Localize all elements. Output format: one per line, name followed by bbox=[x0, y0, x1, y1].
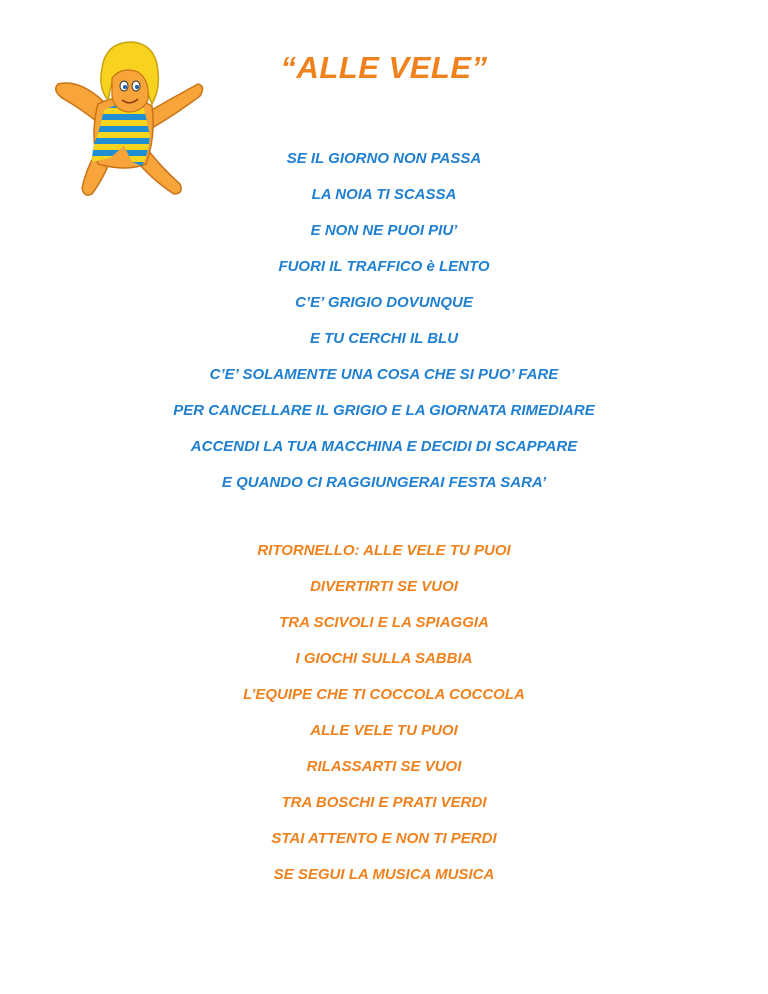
chorus-lyrics bbox=[0, 533, 768, 893]
chorus-line: TRA SCIVOLI E LA SPIAGGIA bbox=[279, 614, 489, 631]
chorus-line: L’EQUIPE CHE TI COCCOLA COCCOLA bbox=[243, 686, 525, 703]
verse-line: C’E’ SOLAMENTE UNA COSA CHE SI PUO’ FARE bbox=[209, 366, 559, 383]
verse-line: C’E’ GRIGIO DOVUNQUE bbox=[295, 294, 473, 311]
chorus-line: I GIOCHI SULLA SABBIA bbox=[295, 650, 473, 667]
chorus-line: ALLE VELE TU PUOI bbox=[310, 722, 458, 739]
verse-lyrics bbox=[0, 141, 768, 501]
verse-line: ACCENDI LA TUA MACCHINA E DECIDI DI SCAPPARE bbox=[190, 438, 578, 455]
chorus-line: STAI ATTENTO E NON TI PERDI bbox=[271, 830, 497, 847]
verse-line: LA NOIA TI SCASSA bbox=[311, 186, 457, 203]
verse-line: E NON NE PUOI PIU’ bbox=[310, 222, 458, 239]
chorus-line: RILASSARTI SE VUOI bbox=[306, 758, 462, 775]
verse-line: PER CANCELLARE IL GRIGIO E LA GIORNATA RIMEDIARE bbox=[173, 402, 595, 419]
verse-line: FUORI IL TRAFFICO è LENTO bbox=[278, 258, 490, 275]
chorus-line: TRA BOSCHI E PRATI VERDI bbox=[281, 794, 487, 811]
chorus-line: DIVERTIRTI SE VUOI bbox=[310, 578, 458, 595]
chorus-line: SE SEGUI LA MUSICA MUSICA bbox=[273, 866, 495, 883]
verse-line: E TU CERCHI IL BLU bbox=[309, 330, 459, 347]
verse-line: E QUANDO CI RAGGIUNGERAI FESTA SARA’ bbox=[221, 474, 547, 491]
verse-line: SE IL GIORNO NON PASSA bbox=[286, 150, 482, 167]
chorus-line: RITORNELLO: ALLE VELE TU PUOI bbox=[257, 542, 511, 559]
page-title: “ALLE VELE” bbox=[280, 50, 488, 85]
